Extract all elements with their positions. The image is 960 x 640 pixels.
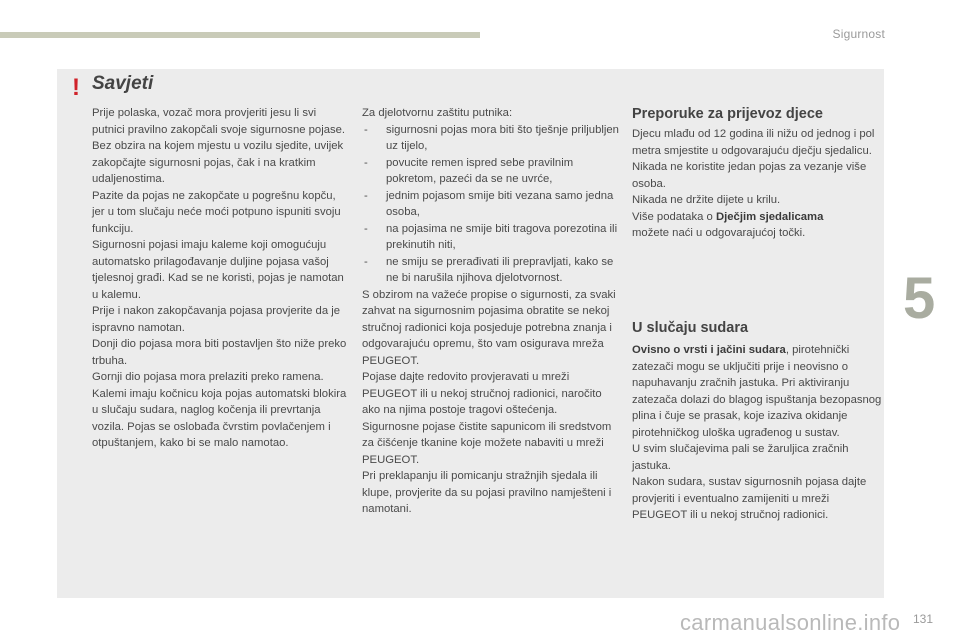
page-number: 131	[913, 612, 934, 626]
paragraph: Nikada ne koristite jedan pojas za vezanje više osoba.	[632, 161, 867, 190]
collision-lead-rest: , pirotehnički zatezači mogu se uključiti prije i neovisno o napuhavanju zračnih jastuka. Pri aktiviranju zatezača dolazi do blagog ispuštanja bezopasnog plina i čuje se prasak, koje izaziva okidanje pirotehničkog uloška ugrađenog u sustav.	[632, 344, 882, 439]
more-info-suffix: možete naći u odgovarajućoj točki.	[632, 227, 806, 239]
paragraph: Nakon sudara, sustav sigurnosnih pojasa dajte provjeriti i eventualno zamijeniti u mreži PEUGEOT ili u nekoj stručnoj radionici.	[632, 476, 867, 521]
header-rule	[0, 32, 480, 38]
collision-heading: U slučaju sudara	[632, 320, 749, 336]
section-title: Sigurnost	[832, 27, 885, 41]
more-info	[632, 209, 882, 242]
advice-column-1	[92, 105, 348, 452]
paragraph: Prije i nakon zakopčavanja pojasa provjerite da je ispravno namotan.	[92, 305, 341, 334]
list-item: - ne smiju se prerađivati ili prepravljati, kako se ne bi narušila njihova djelotvornost.	[362, 254, 620, 287]
paragraph: Pazite da pojas ne zakopčate u pogrešnu kopču, jer u tom slučaju neće moći potpuno ispuniti svoju funkciju.	[92, 189, 341, 235]
advice-column-2	[362, 105, 620, 518]
paragraph: Pojase dajte redovito provjeravati u mreži PEUGEOT ili u nekoj stručnoj radionici, naročito ako na njima postoje tragovi oštećenja.	[362, 371, 602, 416]
paragraph: S obzirom na važeće propise o sigurnosti, za svaki zahvat na sigurnosnim pojasima obratite se nekoj stručnoj radionici koja posjeduje potrebna znanja i odgovarajuću opremu, što vam osigurava mreža PEUGEOT.	[362, 288, 616, 367]
paragraph	[632, 342, 882, 441]
paragraph: Pri preklapanju ili pomicanju stražnjih sjedala ili klupe, provjerite da su pojasi pravilno namješteni i namotani.	[362, 470, 612, 515]
list-item: - sigurnosni pojas mora biti što tješnje priljubljen uz tijelo,	[362, 122, 620, 155]
list-item: - jednim pojasom smije biti vezana samo jedna osoba,	[362, 188, 620, 221]
watermark: carmanualsonline.info	[680, 610, 901, 635]
exclamation-warning-icon: !	[72, 74, 80, 101]
collision-lead-bold: Ovisno o vrsti i jačini sudara	[632, 344, 786, 356]
paragraph: Prije polaska, vozač mora provjeriti jesu li svi putnici pravilno zakopčali svoje sigurnosne pojase.	[92, 107, 346, 136]
more-info-prefix: Više podataka o	[632, 210, 716, 223]
paragraph: Sigurnosne pojase čistite sapunicom ili sredstvom za čišćenje tkanine koje možete nabaviti u mreži PEUGEOT.	[362, 420, 612, 466]
paragraph: Donji dio pojasa mora biti postavljen što niže preko trbuha.	[92, 338, 347, 367]
panel-heading: Savjeti	[92, 73, 154, 94]
paragraph: Bez obzira na kojem mjestu u vozilu sjedite, uvijek zakopčajte sigurnosni pojas, čak i na kratkim udaljenostima.	[92, 140, 344, 185]
child-transport-section	[632, 126, 882, 242]
paragraph: Kalemi imaju kočnicu koja pojas automatski blokira u slučaju sudara, naglog kočenja ili prevrtanja vozila. Pojas se oslobađa čvrstim povlačenjem i otpuštanjem, kako bi se malo namotao.	[92, 387, 347, 449]
list-item: - na pojasima ne smije biti tragova porezotina ili prekinutih niti,	[362, 221, 620, 254]
protection-list	[362, 122, 620, 287]
paragraph: Djecu mlađu od 12 godina ili nižu od jednog i pol metra smjestite u odgovarajuću dječju sjedalicu.	[632, 128, 875, 157]
list-item: - povucite remen ispred sebe pravilnim pokretom, pazeći da se ne uvrće,	[362, 155, 620, 188]
chapter-number: 5	[903, 266, 936, 331]
paragraph: U svim slučajevima pali se žaruljica zračnih jastuka.	[632, 443, 849, 472]
paragraph: Nikada ne držite dijete u krilu.	[632, 194, 781, 206]
collision-section	[632, 342, 882, 524]
paragraph: Gornji dio pojasa mora prelaziti preko ramena.	[92, 371, 324, 383]
child-seats-reference: Dječjim sjedalicama	[715, 210, 824, 223]
paragraph: Sigurnosni pojasi imaju kaleme koji omogućuju automatsko prilagođavanje duljine pojasa vašoj tjelesnoj građi. Kad se ne koristi, pojas je namotan u kalemu.	[92, 239, 344, 301]
list-intro: Za djelotvornu zaštitu putnika:	[362, 107, 513, 119]
child-transport-heading: Preporuke za prijevoz djece	[632, 106, 823, 122]
